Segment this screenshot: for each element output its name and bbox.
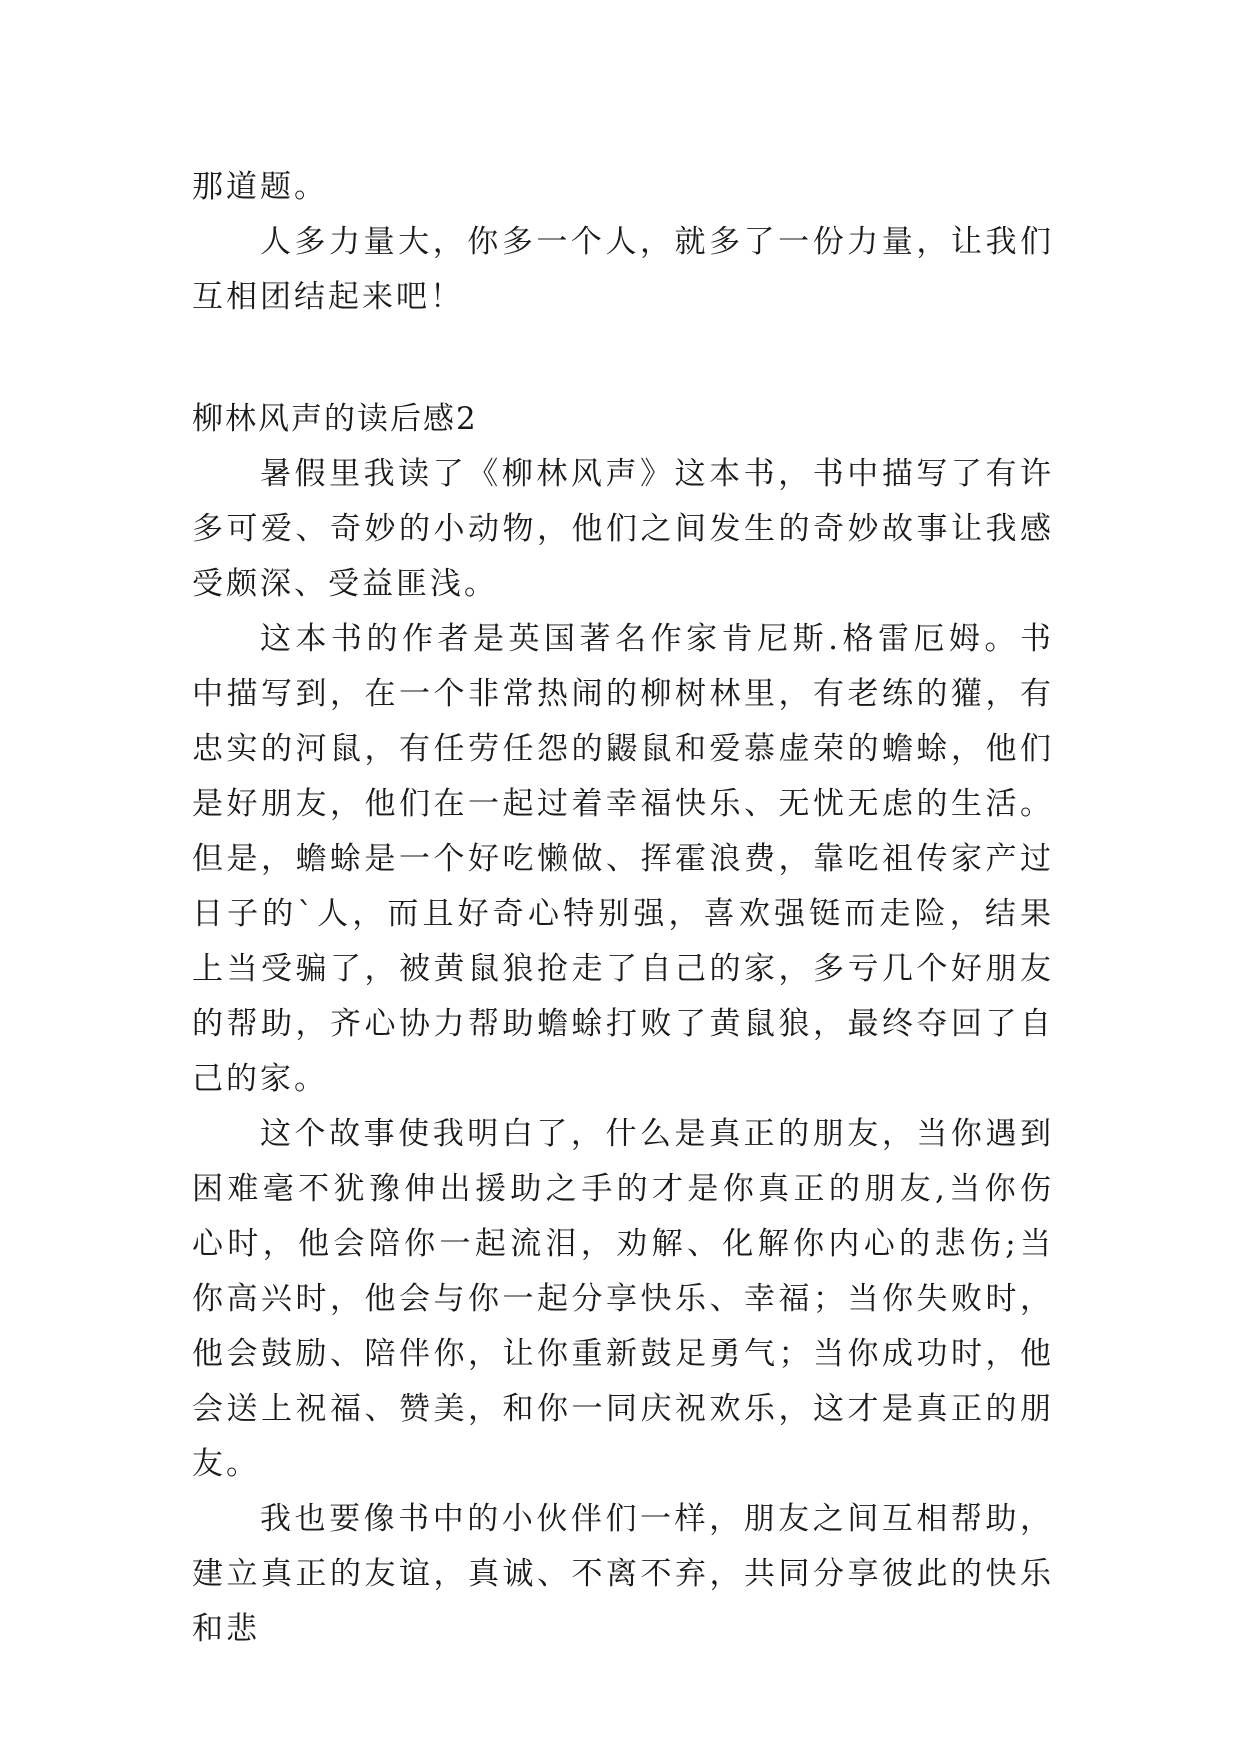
previous-section-ending [192,160,1054,325]
paragraph: 暑假里我读了《柳林风声》这本书，书中描写了有许多可爱、奇妙的小动物，他们之间发生的奇妙故事让我感受颇深、受益匪浅。 [192,456,1054,602]
essay-section [192,392,1054,1657]
section-heading: 柳林风声的读后感2 [192,401,478,437]
paragraph: 我也要像书中的小伙伴们一样，朋友之间互相帮助，建立真正的友谊，真诚、不离不弃，共同分享彼此的快乐和悲 [192,1501,1054,1647]
paragraph: 人多力量大，你多一个人，就多了一份力量，让我们互相团结起来吧！ [192,224,1054,315]
paragraph: 这本书的作者是英国著名作家肯尼斯.格雷厄姆。书中描写到，在一个非常热闹的柳树林里，有老练的獾，有忠实的河鼠，有任劳任怨的鼹鼠和爱慕虚荣的蟾蜍，他们是好朋友，他们在一起过着幸福快乐、无忧无虑的生活。但是，蟾蜍是一个好吃懒做、挥霍浪费，靠吃祖传家产过日子的`人，而且好奇心特别强，喜欢强铤而走险，结果上当受骗了，被黄鼠狼抢走了自己的家，多亏几个好朋友的帮助，齐心协力帮助蟾蜍打败了黄鼠狼，最终夺回了自己的家。 [192,621,1054,1097]
paragraph: 这个故事使我明白了，什么是真正的朋友，当你遇到困难毫不犹豫伸出援助之手的才是你真正的朋友,当你伤心时，他会陪你一起流泪，劝解、化解你内心的悲伤;当你高兴时，他会与你一起分享快乐、幸福；当你失败时，他会鼓励、陪伴你，让你重新鼓足勇气；当你成功时，他会送上祝福、赞美，和你一同庆祝欢乐，这才是真正的朋友。 [192,1116,1054,1482]
paragraph-continuation: 那道题。 [192,169,328,205]
